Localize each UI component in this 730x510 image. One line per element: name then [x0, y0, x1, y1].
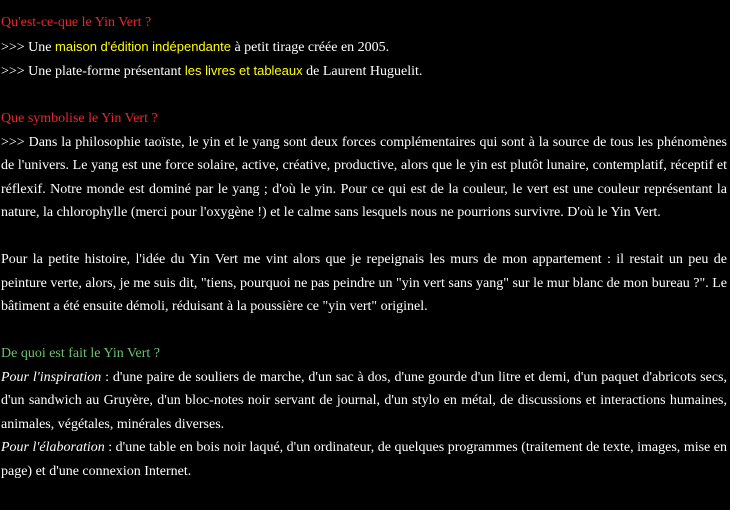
spacer: [1, 84, 727, 108]
elaboration-label: Pour l'élaboration: [1, 440, 105, 455]
intro-line-platform: [1, 59, 727, 84]
elaboration-text: : d'une table en bois noir laqué, d'un ordinateur, de quelques programmes (traitement de texte, images, mise en page) et d'une connexion Internet.: [1, 440, 728, 479]
inspiration-label: Pour l'inspiration: [1, 369, 102, 385]
inspiration-paragraph: [1, 366, 727, 437]
intro-suffix-1: à petit tirage créée en 2005.: [230, 39, 390, 55]
story-paragraph: [1, 248, 727, 319]
intro-prefix-1: >>> Une: [1, 39, 56, 55]
spacer: [1, 319, 727, 343]
intro-line-publisher: [1, 35, 727, 60]
story-text: Pour la petite histoire, l'idée du Yin Vert me vint alors que je repeignais les murs de mon appartement : il restait un peu de peinture verte, alors, je me suis dit, "tiens, pourquoi ne pas peindre un "yin vert sans yang" sur le mur blanc de mon bureau ?". Le bâtiment a été ensuite démoli, réduisant à la poussière ce "yin vert" originel.: [1, 252, 727, 314]
heading-made-of: De quoi est fait le Yin Vert ?: [1, 346, 161, 361]
symbolism-paragraph: [1, 131, 727, 225]
elaboration-paragraph: [1, 436, 727, 483]
inspiration-text: : d'une paire de souliers de marche, d'un sac à dos, d'une gourde d'un litre et demi, d'un paquet d'abricots secs, d'un sandwich au Gruyère, d'un bloc-notes noir servant de journal, d'un stylo en métal, de discussions et interactions humaines, animales, végétales, minérales diverses.: [1, 369, 728, 432]
article-body: [1, 11, 727, 483]
spacer: [1, 225, 727, 249]
heading-symbolism: Que symbolise le Yin Vert ?: [1, 111, 158, 126]
link-books-paintings[interactable]: les livres et tableaux: [184, 63, 303, 78]
intro-prefix-2: >>> Une plate-forme présentant: [1, 64, 185, 79]
intro-suffix-2: de Laurent Huguelit.: [302, 64, 423, 79]
symbolism-text: >>> Dans la philosophie taoïste, le yin et le yang sont deux forces complémentaires qui sont à la source de tous les phénomènes de l'univers. Le yang est une force solaire, active, créative, productive, alors que le yin est plutôt lunaire, contemplatif, réceptif et réflexif. Notre monde est dominé par le yang ; d'où le yin. Pour ce qui est de la couleur, le vert est une couleur représentant la nature, la chlorophylle (merci pour l'oxygène !) et le calme sans lesquels nous ne pourrions survivre. D'où le Yin Vert.: [1, 134, 727, 220]
link-independent-publisher[interactable]: maison d'édition indépendante: [55, 38, 231, 54]
heading-what-is: Qu'est-ce-que le Yin Vert ?: [1, 15, 152, 30]
